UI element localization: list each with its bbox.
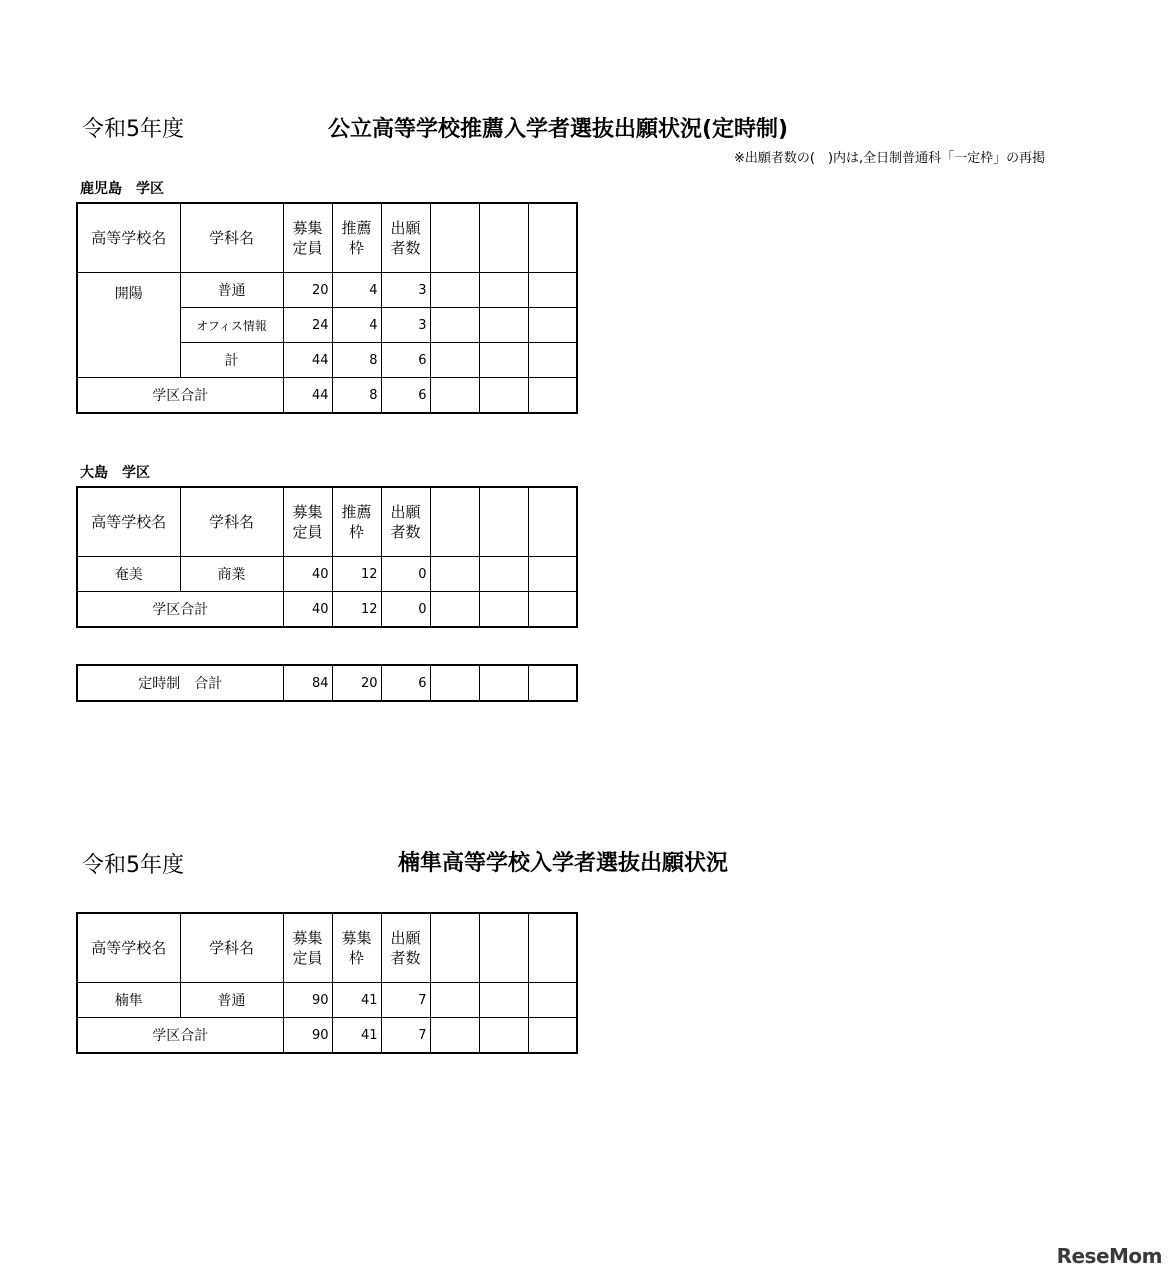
empty-cell — [430, 308, 479, 343]
empty-cell — [430, 557, 479, 592]
dept-name: 商業 — [180, 557, 283, 592]
table-grand-total — [76, 664, 578, 702]
empty-cell — [479, 487, 528, 557]
district-label-oshima: 大島 学区 — [80, 465, 150, 481]
empty-cell — [430, 592, 479, 628]
dept-name: オフィス情報 — [180, 308, 283, 343]
header-applicants: 出願 者数 — [381, 913, 430, 983]
header-quota: 募集 枠 — [332, 913, 381, 983]
section2-title: 楠隼高等学校入学者選抜出願状況 — [398, 851, 729, 876]
capacity-value: 90 — [283, 983, 332, 1018]
empty-cell — [528, 913, 577, 983]
applicants-value: 6 — [381, 378, 430, 414]
section1-note: ※出願者数の( )内は,全日制普通科「一定枠」の再掲 — [734, 151, 1046, 166]
header-applicants: 出願 者数 — [381, 203, 430, 273]
empty-cell — [430, 913, 479, 983]
dept-name: 計 — [180, 343, 283, 378]
applicants-value: 0 — [381, 592, 430, 628]
district-total-row — [77, 1018, 577, 1054]
capacity-value: 90 — [283, 1018, 332, 1054]
section1-year: 令和5年度 — [82, 117, 184, 142]
empty-cell — [479, 308, 528, 343]
table-row — [77, 273, 577, 308]
header-school: 高等学校名 — [77, 203, 180, 273]
header-school: 高等学校名 — [77, 487, 180, 557]
empty-cell — [479, 665, 528, 701]
applicants-value: 3 — [381, 273, 430, 308]
header-capacity: 募集 定員 — [283, 913, 332, 983]
empty-cell — [479, 378, 528, 414]
empty-cell — [528, 487, 577, 557]
district-total-label: 学区合計 — [77, 378, 283, 414]
capacity-value: 44 — [283, 378, 332, 414]
district-total-label: 学区合計 — [77, 592, 283, 628]
header-capacity: 募集 定員 — [283, 203, 332, 273]
empty-cell — [430, 1018, 479, 1054]
empty-cell — [430, 203, 479, 273]
grand-total-row — [77, 665, 577, 701]
empty-cell — [479, 913, 528, 983]
capacity-value: 84 — [283, 665, 332, 701]
empty-cell — [528, 557, 577, 592]
section2-year: 令和5年度 — [82, 853, 184, 878]
empty-cell — [528, 203, 577, 273]
empty-cell — [528, 665, 577, 701]
empty-cell — [479, 273, 528, 308]
header-recommend: 推薦 枠 — [332, 203, 381, 273]
recommend-value: 4 — [332, 308, 381, 343]
school-name: 楠隼 — [77, 983, 180, 1018]
empty-cell — [479, 343, 528, 378]
dept-name: 普通 — [180, 273, 283, 308]
header-dept: 学科名 — [180, 913, 283, 983]
table-nanshun — [76, 912, 578, 1054]
empty-cell — [479, 592, 528, 628]
recommend-value: 8 — [332, 343, 381, 378]
empty-cell — [430, 487, 479, 557]
applicants-value: 7 — [381, 983, 430, 1018]
dept-name: 普通 — [180, 983, 283, 1018]
empty-cell — [528, 983, 577, 1018]
capacity-value: 44 — [283, 343, 332, 378]
section1-title: 公立高等学校推薦入学者選抜出願状況(定時制) — [328, 117, 789, 142]
empty-cell — [430, 273, 479, 308]
empty-cell — [528, 378, 577, 414]
district-total-label: 学区合計 — [77, 1018, 283, 1054]
resemom-logo: ReseMom — [1056, 1244, 1162, 1268]
district-total-row — [77, 592, 577, 628]
table-row — [77, 983, 577, 1018]
quota-value: 41 — [332, 1018, 381, 1054]
table-oshima — [76, 486, 578, 628]
applicants-value: 6 — [381, 343, 430, 378]
table-header-row — [77, 913, 577, 983]
school-name: 奄美 — [77, 557, 180, 592]
header-dept: 学科名 — [180, 203, 283, 273]
empty-cell — [430, 665, 479, 701]
empty-cell — [528, 592, 577, 628]
table-row — [77, 557, 577, 592]
empty-cell — [528, 273, 577, 308]
capacity-value: 40 — [283, 592, 332, 628]
applicants-value: 3 — [381, 308, 430, 343]
applicants-value: 6 — [381, 665, 430, 701]
empty-cell — [430, 378, 479, 414]
recommend-value: 4 — [332, 273, 381, 308]
empty-cell — [528, 308, 577, 343]
header-applicants: 出願 者数 — [381, 487, 430, 557]
district-total-row — [77, 378, 577, 414]
empty-cell — [430, 343, 479, 378]
quota-value: 41 — [332, 983, 381, 1018]
recommend-value: 8 — [332, 378, 381, 414]
empty-cell — [479, 203, 528, 273]
applicants-value: 7 — [381, 1018, 430, 1054]
header-capacity: 募集 定員 — [283, 487, 332, 557]
header-school: 高等学校名 — [77, 913, 180, 983]
school-name: 開陽 — [77, 273, 180, 378]
recommend-value: 12 — [332, 592, 381, 628]
capacity-value: 40 — [283, 557, 332, 592]
empty-cell — [479, 983, 528, 1018]
applicants-value: 0 — [381, 557, 430, 592]
recommend-value: 12 — [332, 557, 381, 592]
grand-total-label: 定時制 合計 — [77, 665, 283, 701]
header-recommend: 推薦 枠 — [332, 487, 381, 557]
header-dept: 学科名 — [180, 487, 283, 557]
table-kagoshima — [76, 202, 578, 414]
table-header-row — [77, 487, 577, 557]
district-label-kagoshima: 鹿児島 学区 — [80, 181, 164, 197]
empty-cell — [479, 1018, 528, 1054]
capacity-value: 24 — [283, 308, 332, 343]
recommend-value: 20 — [332, 665, 381, 701]
empty-cell — [528, 1018, 577, 1054]
empty-cell — [528, 343, 577, 378]
empty-cell — [430, 983, 479, 1018]
table-header-row — [77, 203, 577, 273]
capacity-value: 20 — [283, 273, 332, 308]
empty-cell — [479, 557, 528, 592]
